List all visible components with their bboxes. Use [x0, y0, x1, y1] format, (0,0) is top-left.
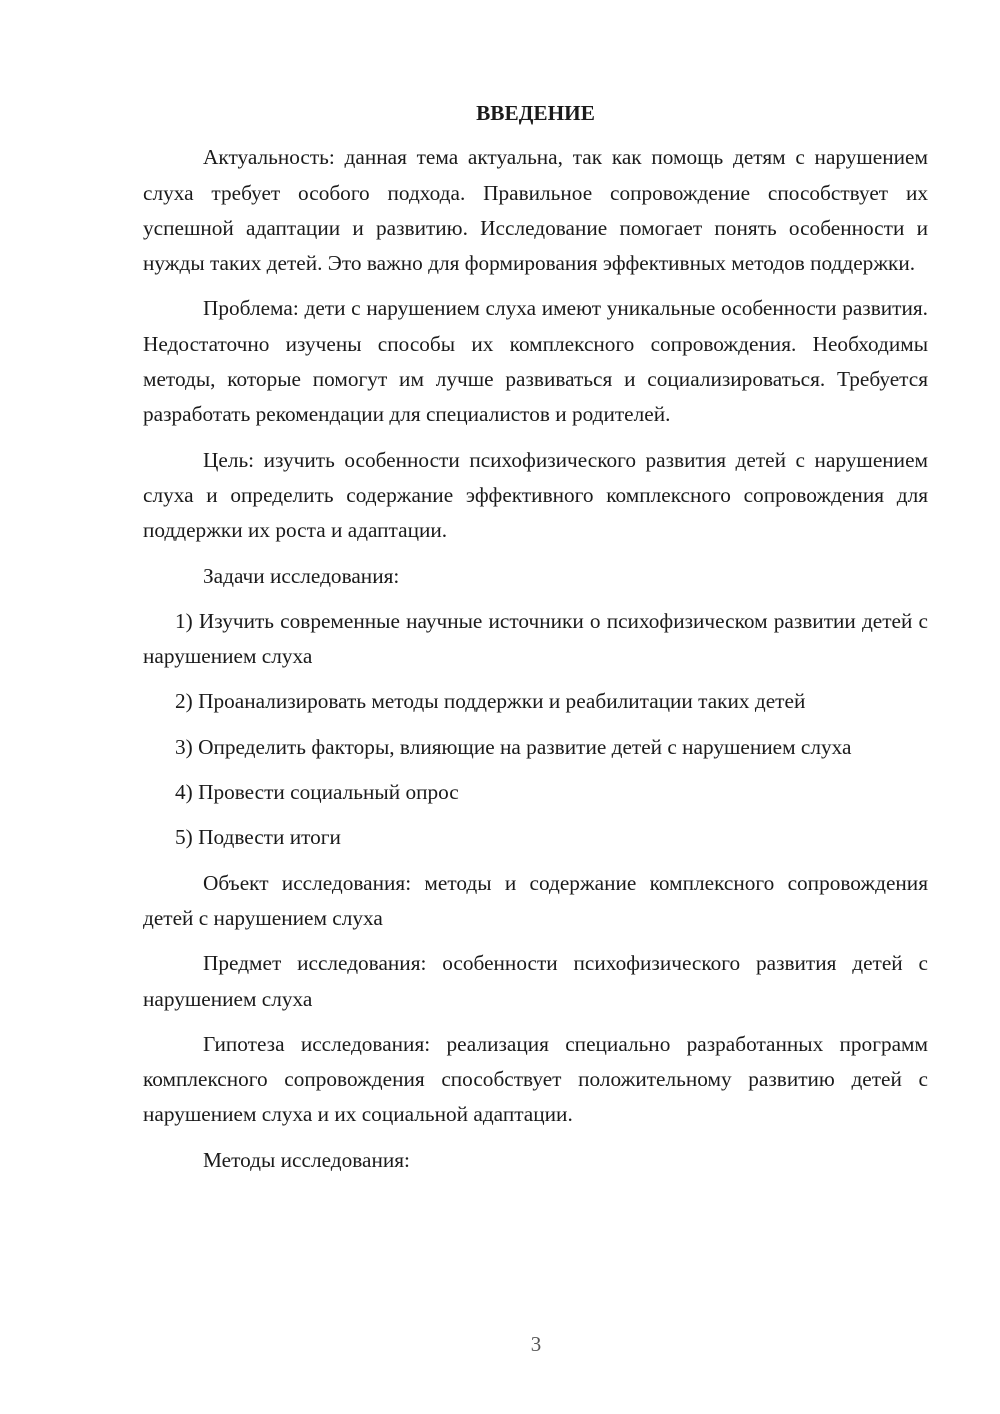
- section-title: ВВЕДЕНИЕ: [476, 101, 595, 125]
- tasks-heading: Задачи исследования:: [203, 563, 400, 588]
- methods-heading: Методы исследования:: [203, 1147, 410, 1172]
- task-item-4: 4) Провести социальный опрос: [175, 780, 459, 805]
- task-item-2: 2) Проанализировать методы поддержки и реабилитации таких детей: [175, 689, 806, 714]
- goal-paragraph: Цель: изучить особенности психофизического развития детей с нарушением слуха и определить содержание эффективного комплексного сопровождения для поддержки их роста и адаптации.: [143, 447, 928, 543]
- task-item-5: 5) Подвести итоги: [175, 825, 341, 850]
- task-item-1: 1) Изучить современные научные источники о психофизическом развитии детей с нарушением слуха: [143, 608, 928, 669]
- relevance-paragraph: Актуальность: данная тема актуальна, так как помощь детям с нарушением слуха требует особого подхода. Правильное сопровождение способствует их успешной адаптации и развитию. Исследование помогает понять особенности и нужды таких детей. Это важно для формирования эффективных методов поддержки.: [143, 145, 928, 276]
- hypothesis-paragraph: Гипотеза исследования: реализация специально разработанных программ комплексного сопровождения способствует положительному развитию детей с нарушением слуха и их социальной адаптации.: [143, 1031, 928, 1127]
- page-number: 3: [530, 1332, 542, 1356]
- subject-paragraph: Предмет исследования: особенности психофизического развития детей с нарушением слуха: [143, 951, 928, 1011]
- problem-paragraph: Проблема: дети с нарушением слуха имеют уникальные особенности развития. Недостаточно изучены способы их комплексного сопровождения. Необходимы методы, которые помогут им лучше развиваться и социализироваться. Требуется разработать рекомендации для специалистов и родителей.: [143, 296, 928, 427]
- task-item-3: 3) Определить факторы, влияющие на развитие детей с нарушением слуха: [175, 734, 852, 759]
- object-paragraph: Объект исследования: методы и содержание комплексного сопровождения детей с нарушением слуха: [143, 870, 928, 930]
- document-page: [143, 96, 928, 1188]
